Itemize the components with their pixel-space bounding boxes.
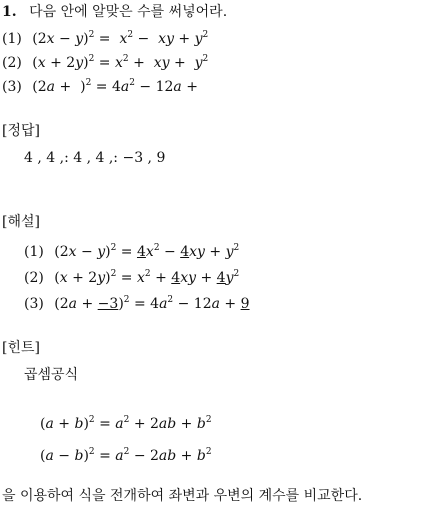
problem-number: 1. xyxy=(2,4,17,20)
blank-value: 4 xyxy=(136,244,146,260)
answer-title: [정답] xyxy=(2,123,40,139)
blank-value: 4 xyxy=(171,270,181,286)
blank-value: 4 xyxy=(180,244,190,260)
problem-item-label: (3) xyxy=(2,79,22,95)
explanation-item-3 xyxy=(24,291,250,313)
blank-value: 9 xyxy=(240,296,250,312)
blank-value: 4 xyxy=(216,270,226,286)
explanation-equation: $(2a + -3)^2 = 4a^2 - 12a + 9$ xyxy=(54,295,250,312)
explanation-item-label: (2) xyxy=(24,270,44,286)
answer-text: 4 , 4 ,: 4 , 4 ,: −3 , 9 xyxy=(24,150,166,166)
explanation-item-1 xyxy=(24,239,239,261)
blank-value: −3 xyxy=(97,296,119,312)
hint-conclusion: 을 이용하여 식을 전개하여 좌변과 우변의 계수를 비교한다. xyxy=(2,488,363,504)
problem-equation: $(2a + )^2 = 4a^2 - 12a$ + xyxy=(32,78,198,95)
problem-equation: $(x + 2y)^2 = x^2$ + xy + $y^2$ xyxy=(32,54,209,71)
explanation-item-label: (3) xyxy=(24,296,44,312)
explanation-equation: $(x + 2y)^2 = x^2 + 4xy + 4y^2$ xyxy=(54,269,240,286)
problem-instruction: 다음 안에 알맞은 수를 써넣어라. xyxy=(29,4,228,20)
explanation-equation: $(2x - y)^2 = 4x^2 - 4xy + y^2$ xyxy=(54,243,240,260)
explanation-title: [해설] xyxy=(2,214,40,230)
formula-square-of-difference: $(a - b)^2 = a^2 - 2ab + b^2$ xyxy=(40,447,212,464)
hint-title: [힌트] xyxy=(2,340,40,356)
explanation-item-label: (1) xyxy=(24,244,44,260)
problem-item-2 xyxy=(2,50,208,72)
problem-equation: $(2x - y)^2 = x^2$ − xy + $y^2$ xyxy=(32,30,209,47)
problem-item-label: (2) xyxy=(2,55,22,71)
problem-item-3 xyxy=(2,74,198,96)
hint-subtitle: 곱셈공식 xyxy=(24,367,79,383)
problem-item-label: (1) xyxy=(2,31,22,47)
problem-header xyxy=(2,3,227,21)
explanation-item-2 xyxy=(24,265,239,287)
problem-item-1 xyxy=(2,26,208,48)
formula-square-of-sum: $(a + b)^2 = a^2 + 2ab + b^2$ xyxy=(40,415,212,432)
